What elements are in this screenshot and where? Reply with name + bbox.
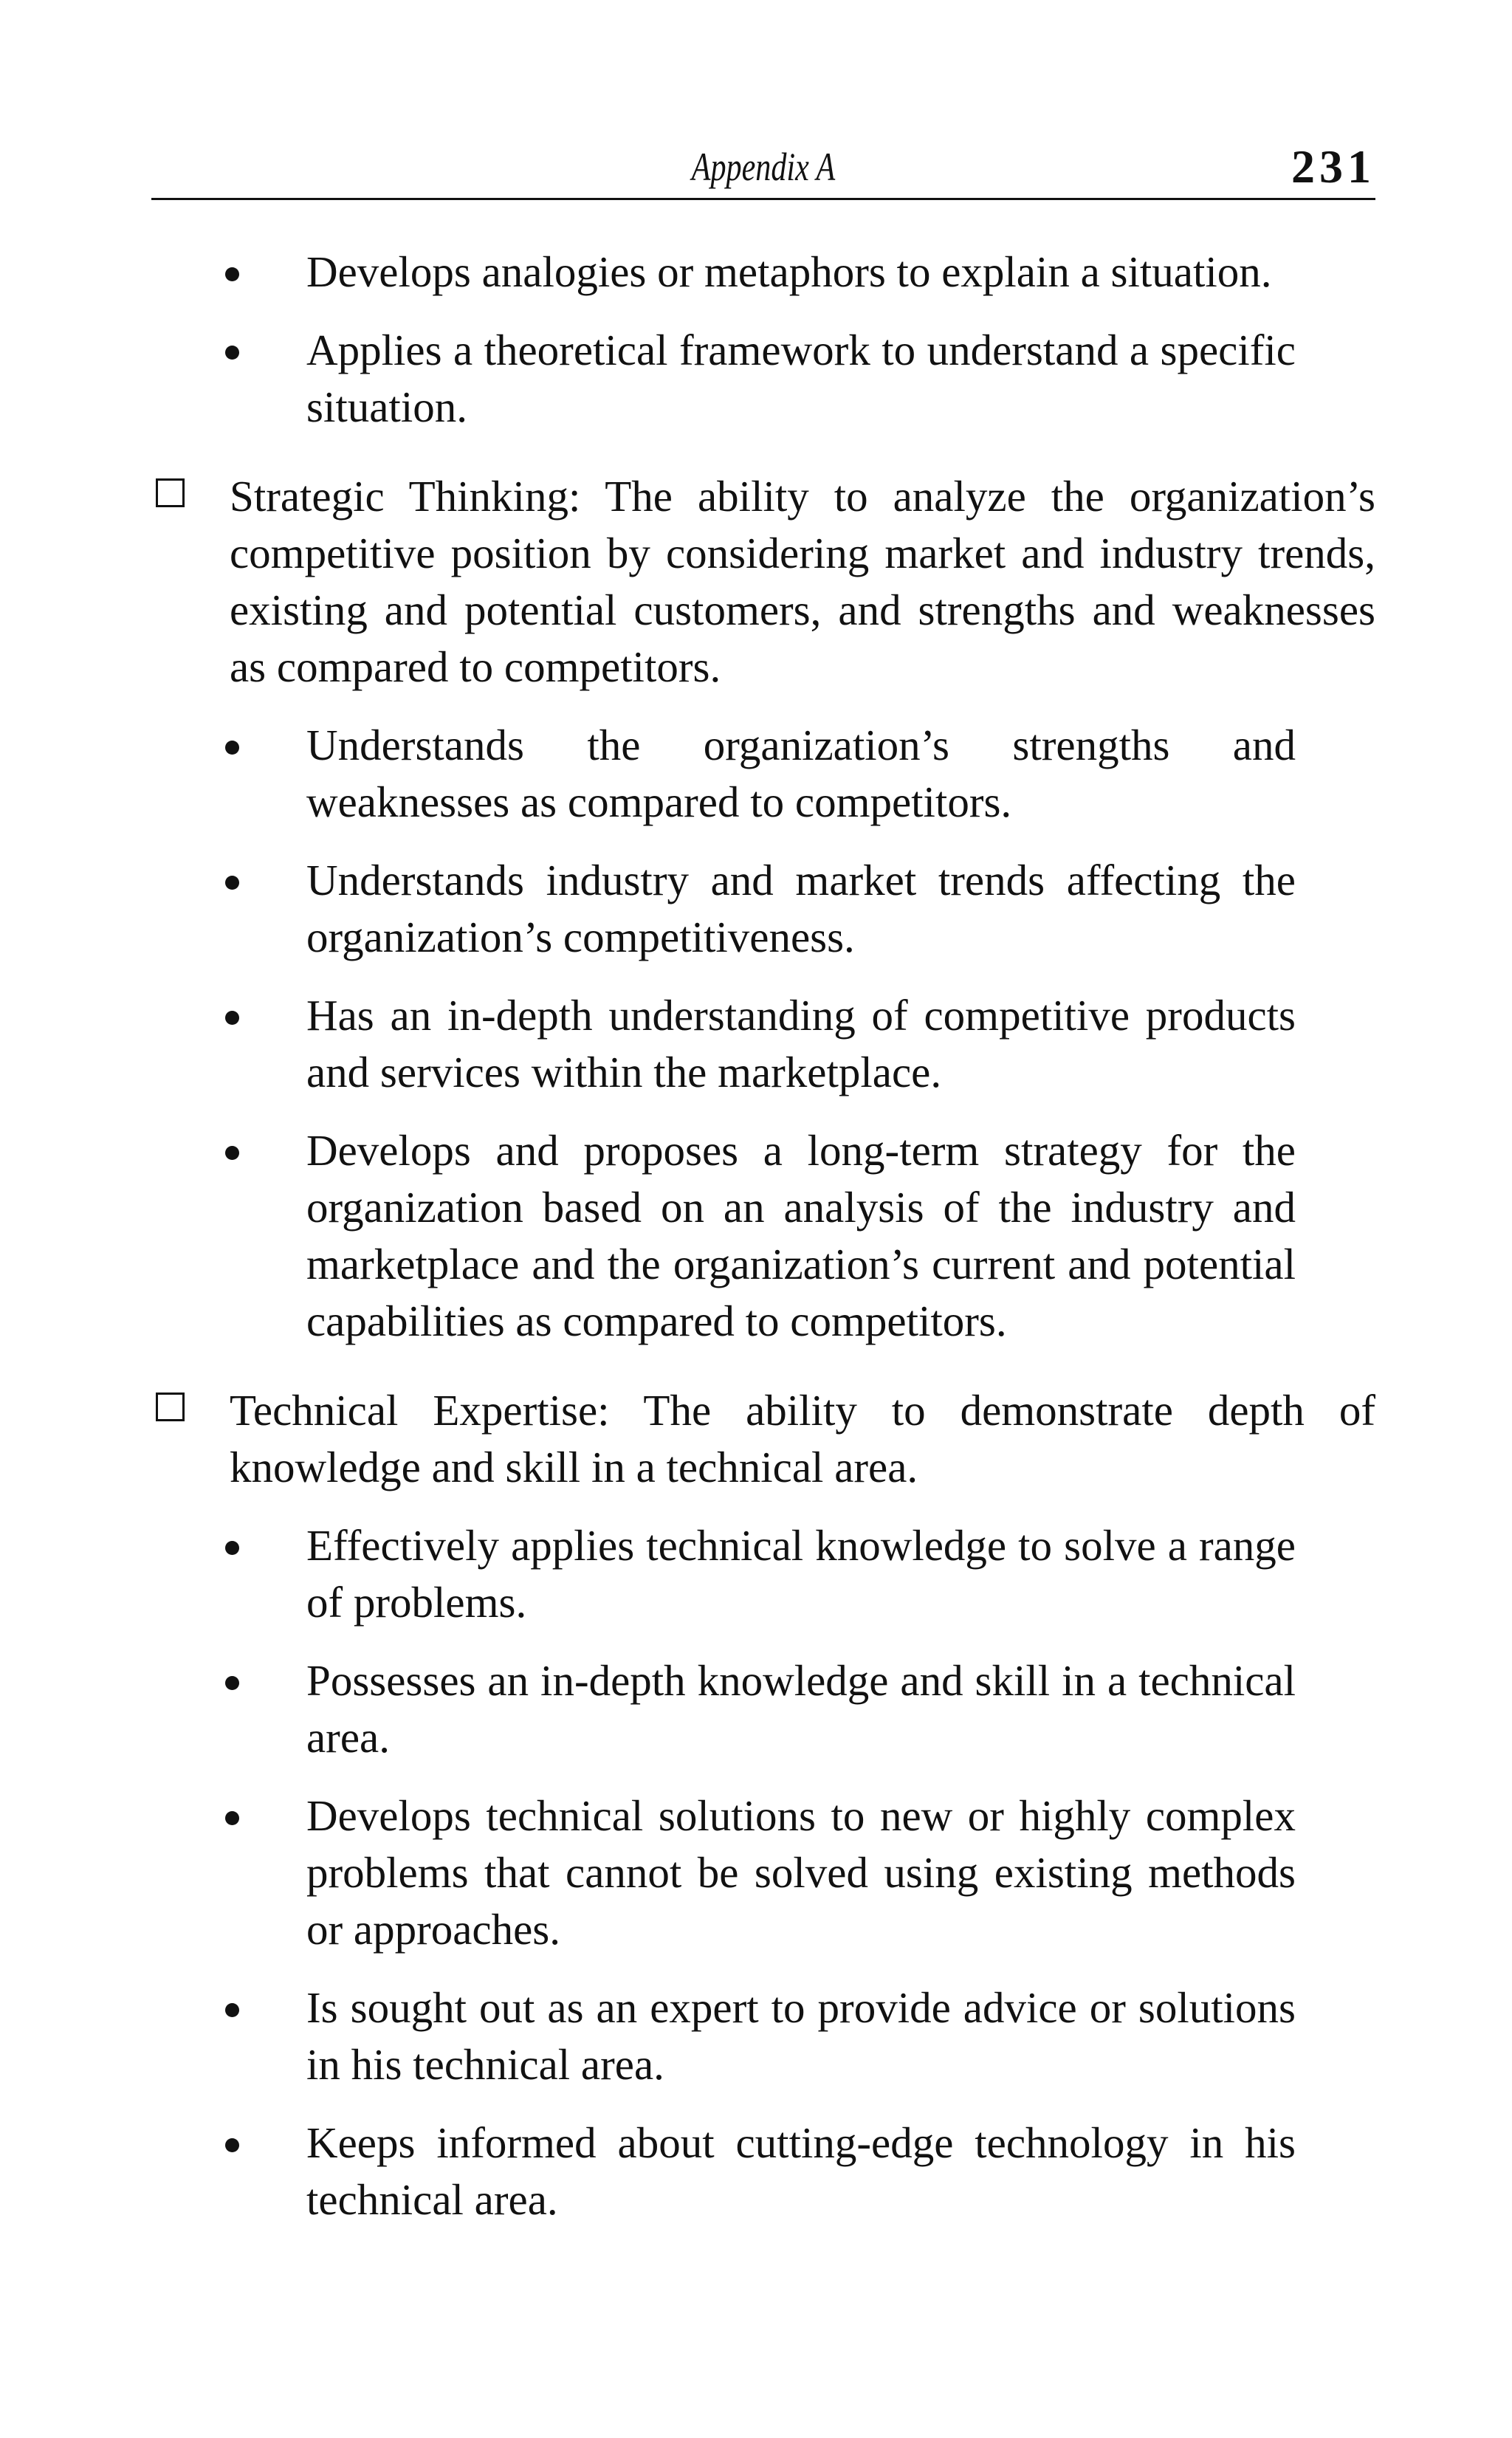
bullet-icon — [225, 1541, 239, 1555]
list-item — [306, 244, 1296, 301]
list-item-text: Understands industry and market trends affecting the organization’s competitiveness. — [306, 856, 1296, 961]
list-item-text: Possesses an in-depth knowledge and skill in a technical area. — [306, 1656, 1296, 1762]
list-item-text: Develops technical solutions to new or highly complex problems that cannot be solved using existing methods or approaches. — [306, 1791, 1296, 1954]
bullet-icon — [225, 2138, 239, 2152]
bullet-icon — [225, 741, 239, 755]
page-body — [151, 244, 1375, 2250]
list-item — [306, 1788, 1296, 1958]
bullet-icon — [225, 1146, 239, 1160]
page-header — [151, 142, 1375, 200]
list-item — [306, 852, 1296, 966]
list-item-text: Keeps informed about cutting-edge technology in his technical area. — [306, 2118, 1296, 2224]
bullet-icon — [225, 1011, 239, 1025]
running-header-title: Appendix A — [691, 145, 836, 189]
competency-text: Technical Expertise: The ability to demonstrate depth of knowledge and skill in a technical area. — [230, 1386, 1375, 1491]
list-item — [306, 1122, 1296, 1350]
list-item-text: Has an in-depth understanding of competitive products and services within the marketplace. — [306, 991, 1296, 1096]
checkbox-icon — [156, 1393, 185, 1421]
strategic-thinking-bullet-list — [151, 717, 1296, 1350]
intro-bullet-list — [151, 244, 1296, 436]
list-item-text: Develops and proposes a long-term strategy for the organization based on an analysis of the industry and marketplace and the organization’s current and potential capabilities as compared to competitors. — [306, 1126, 1296, 1345]
list-item — [306, 2115, 1296, 2228]
bullet-icon — [225, 2003, 239, 2017]
technical-expertise-bullet-list — [151, 1517, 1296, 2228]
list-item-text: Understands the organization’s strengths and weaknesses as compared to competitors. — [306, 721, 1296, 826]
list-item-text: Develops analogies or metaphors to explain a situation. — [306, 247, 1272, 296]
list-item-text: Applies a theoretical framework to understand a specific situation. — [306, 326, 1296, 431]
list-item — [306, 1517, 1296, 1631]
list-item — [306, 717, 1296, 831]
bullet-icon — [225, 267, 239, 281]
list-item — [306, 1652, 1296, 1766]
page-number: 231 — [1291, 140, 1375, 193]
checkbox-icon — [156, 478, 185, 507]
competency-strategic-thinking — [151, 468, 1375, 696]
competency-text: Strategic Thinking: The ability to analyze the organization’s competitive position by considering market and industry trends, existing and potential customers, and strengths and weaknesses as compared to competitors. — [230, 472, 1375, 691]
bullet-icon — [225, 876, 239, 890]
list-item — [306, 987, 1296, 1101]
list-item — [306, 322, 1296, 436]
bullet-icon — [225, 1811, 239, 1825]
competency-technical-expertise — [151, 1382, 1375, 1496]
list-item — [306, 1979, 1296, 2093]
list-item-text: Is sought out as an expert to provide advice or solutions in his technical area. — [306, 1983, 1296, 2089]
bullet-icon — [225, 1676, 239, 1690]
bullet-icon — [225, 346, 239, 360]
list-item-text: Effectively applies technical knowledge to solve a range of problems. — [306, 1521, 1296, 1627]
